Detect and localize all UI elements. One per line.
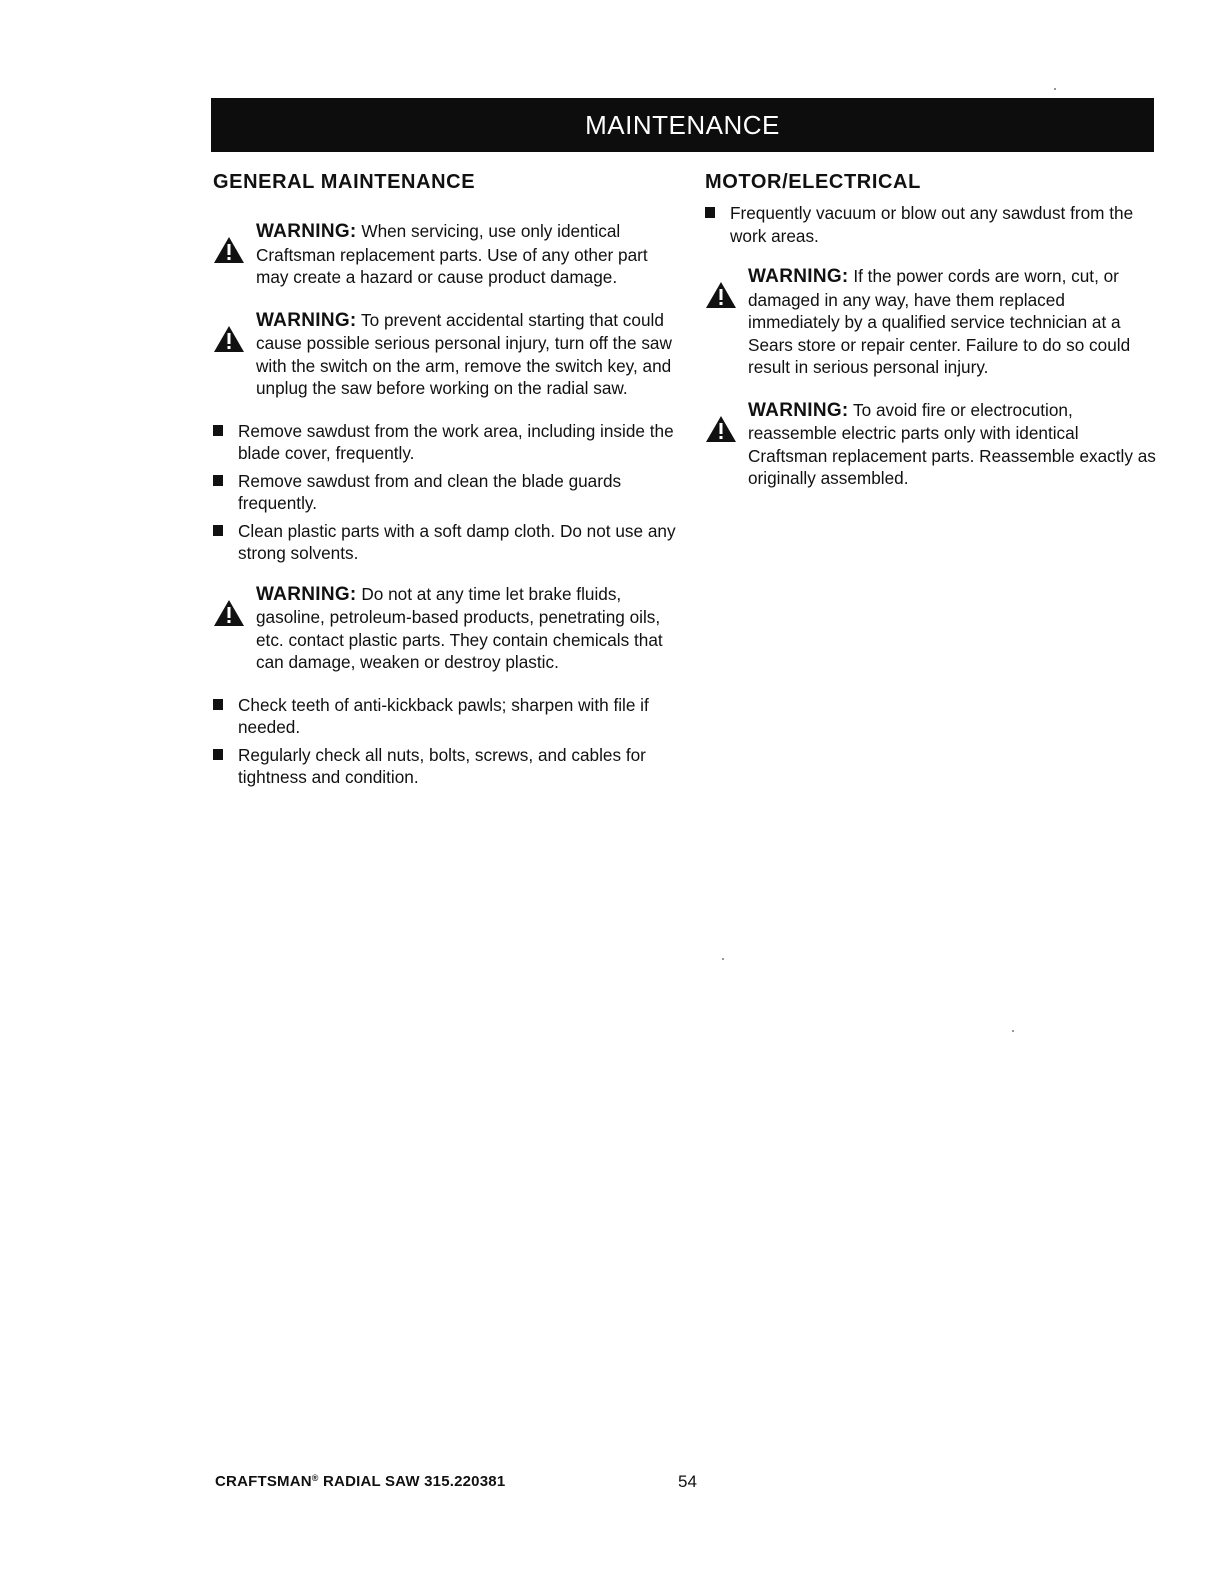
list-item: Check teeth of anti-kickback pawls; sharpen with file if needed. — [213, 694, 678, 739]
warning-triangle-icon — [705, 281, 737, 309]
warning-text: If the power cords are worn, cut, or damaged in any way, have them replaced immediately by a qualified service technician at a Sears store or repair center. Failure to do so could result in serious personal injury. — [748, 266, 1131, 377]
scan-speck — [722, 958, 724, 960]
list-item: Frequently vacuum or blow out any sawdust from the work areas. — [705, 202, 1160, 247]
banner-title: MAINTENANCE — [585, 109, 780, 140]
warning-label: WARNING: — [256, 309, 357, 331]
general-maintenance-column — [213, 171, 678, 794]
scan-speck — [1012, 1030, 1014, 1032]
warning-block-plastic-parts — [213, 583, 678, 674]
warning-label: WARNING: — [748, 399, 849, 421]
list-item: Remove sawdust from and clean the blade guards frequently. — [213, 470, 678, 515]
inspection-bullet-list — [213, 694, 678, 789]
list-item: Regularly check all nuts, bolts, screws, and cables for tightness and condition. — [213, 744, 678, 789]
general-maintenance-heading: GENERAL MAINTENANCE — [213, 171, 476, 193]
warning-triangle-icon — [213, 325, 245, 353]
list-item: Remove sawdust from the work area, including inside the blade cover, frequently. — [213, 420, 678, 465]
brand-mark: ® — [311, 1473, 319, 1483]
warning-text: Do not at any time let brake fluids, gasoline, petroleum-based products, penetrating oils, etc. contact plastic parts. They contain chemicals that can damage, weaken or destroy plastic. — [256, 583, 663, 672]
warning-text: When servicing, use only identical Craftsman replacement parts. Use of any other part may create a hazard or cause product damage. — [256, 221, 648, 287]
product-model: RADIAL SAW 315.220381 — [323, 1473, 506, 1490]
square-bullet-icon — [213, 475, 223, 486]
motor-electrical-heading: MOTOR/ELECTRICAL — [705, 171, 921, 193]
warning-block-power-cords — [705, 265, 1160, 379]
warning-triangle-icon — [213, 599, 245, 627]
warning-block-electrocution — [705, 399, 1160, 490]
cleaning-bullet-list — [213, 420, 678, 565]
list-item: Clean plastic parts with a soft damp cloth. Do not use any strong solvents. — [213, 520, 678, 565]
square-bullet-icon — [213, 425, 223, 436]
warning-label: WARNING: — [256, 583, 357, 605]
warning-triangle-icon — [213, 236, 245, 264]
motor-bullet-list — [705, 202, 1160, 247]
warning-text: To avoid fire or electrocution, reassemble electric parts only with identical Craftsman replacement parts. Reassemble exactly as originally assembled. — [748, 399, 1156, 488]
warning-label: WARNING: — [256, 221, 357, 242]
section-banner — [211, 98, 1154, 152]
warning-block-replacement-parts — [213, 220, 678, 289]
square-bullet-icon — [213, 525, 223, 536]
warning-label: WARNING: — [748, 266, 849, 287]
warning-triangle-icon — [705, 415, 737, 443]
square-bullet-icon — [213, 699, 223, 710]
square-bullet-icon — [213, 749, 223, 760]
brand-logo: CRAFTSMAN — [215, 1473, 312, 1490]
motor-electrical-column — [705, 171, 1160, 490]
footer-brand — [215, 1473, 505, 1490]
warning-block-accidental-starting — [213, 309, 678, 400]
scan-speck — [1054, 88, 1056, 90]
warning-text: To prevent accidental starting that could cause possible serious personal injury, turn off the saw with the switch on the arm, remove the switch key, and unplug the saw before working on the radial saw. — [256, 309, 672, 398]
square-bullet-icon — [705, 207, 715, 218]
page-number: 54 — [678, 1472, 697, 1491]
